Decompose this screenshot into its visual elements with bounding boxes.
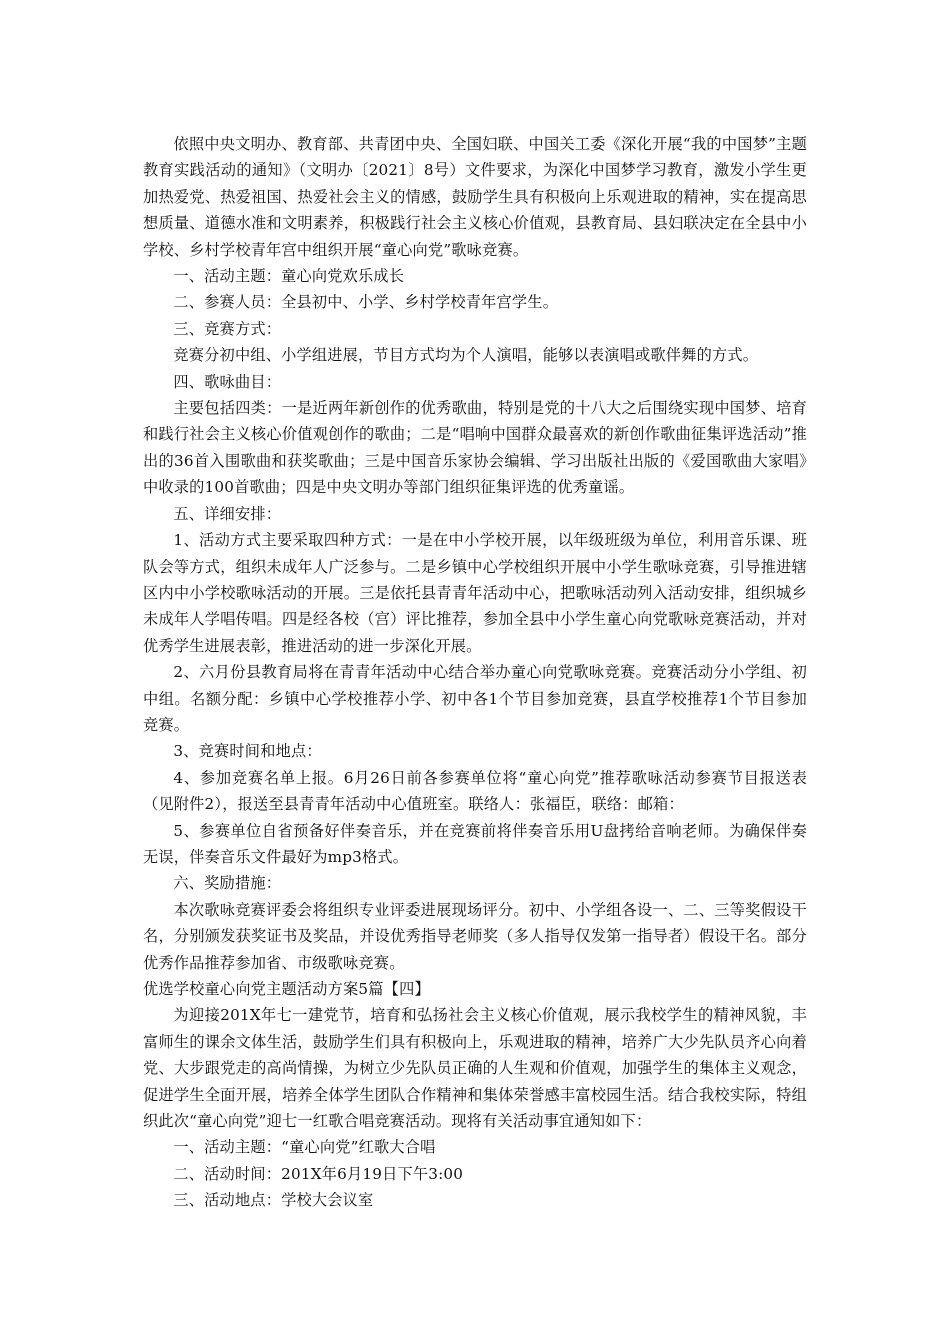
section-title: 优选学校童心向党主题活动方案5篇【四】 xyxy=(143,980,430,998)
arrangement-item-1: 1、活动方式主要采取四种方式：一是在中小学校开展，以年级班级为单位，利用音乐课、班队会等方式，组织未成年人广泛参与。二是乡镇中心学校组织开展中小学生歌咏竞赛，引导推进辖区内中小学校歌咏活动的开展。三是依托县青青年活动中心，把歌咏活动列入活动安排，组织城乡未成年人学唱传唱。四是经各校（宫）评比推荐，参加全县中小学生童心向党歌咏竞赛活动，并对优秀学生进展表彰，推进活动的进一步深化开展。 xyxy=(143,531,807,655)
songs-heading: 四、歌咏曲目： xyxy=(173,372,282,391)
arrangement-item-4: 4、参加竞赛名单上报。6月26日前各参赛单位将“童心向党”推荐歌咏活动参赛节目报送表（见附件2），报送至县青青年活动中心值班室。联络人：张福臣，联络：邮箱： xyxy=(143,768,807,814)
arrangement-item-3: 3、竞赛时间和地点： xyxy=(173,742,322,761)
intro-paragraph-2: 为迎接201X年七一建党节，培育和弘扬社会主义核心价值观，展示我校学生的精神风貌，丰富师生的课余文体生活，鼓励学生们具有积极向上，乐观进取的精神，培养广大少先队员齐心向着党、大步跟党走的高尚情操，为树立少先队员正确的人生观和价值观，加强学生的集体主义观念，促进学生全面开展，培养全体学生团队合作精神和集体荣誉感丰富校园生活。结合我校实际，特组织此次“童心向党”迎七一红歌合唱竞赛活动。现将有关活动事宜通知如下： xyxy=(143,1006,807,1131)
competition-method-heading: 三、竞赛方式： xyxy=(173,319,282,338)
activity-time-2: 二、活动时间：201X年6月19日下午3:00 xyxy=(173,1164,464,1183)
competition-method-body: 竞赛分初中组、小学组进展，节目方式均为个人演唱，能够以表演唱或歌伴舞的方式。 xyxy=(173,346,759,365)
participants: 二、参赛人员：全县初中、小学、乡村学校青年宫学生。 xyxy=(173,293,559,312)
songs-body: 主要包括四类：一是近两年新创作的优秀歌曲，特别是党的十八大之后围绕实现中国梦、培育和践行社会主义核心价值观创作的歌曲；二是“唱响中国群众最喜欢的新创作歌曲征集评选活动”推出的36首入围歌曲和获奖歌曲；三是中国音乐家协会编辑、学习出版社出版的《爱国歌曲大家唱》中收录的100首歌曲；四是中央文明办等部门组织征集评选的优秀童谣。 xyxy=(143,399,807,497)
arrangement-item-5: 5、参赛单位自省预备好伴奏音乐，并在竞赛前将伴奏音乐用U盘拷给音响老师。为确保伴奏无误，伴奏音乐文件最好为mp3格式。 xyxy=(143,821,807,866)
arrangement-heading: 五、详细安排： xyxy=(173,504,282,523)
activity-place-2: 三、活动地点：学校大会议室 xyxy=(173,1191,374,1210)
activity-theme-2: 一、活动主题：“童心向党”红歌大合唱 xyxy=(173,1138,436,1157)
intro-paragraph: 依照中央文明办、教育部、共青团中央、全国妇联、中国关工委《深化开展“我的中国梦”主题教育实践活动的通知》（文明办〔2021〕8号）文件要求，为深化中国梦学习教育，激发小学生更加热爱党、热爱祖国、热爱社会主义的情感，鼓励学生具有积极向上乐观进取的精神，实在提高思想质量、道德水准和文明素养，积极践行社会主义核心价值观，县教育局、县妇联决定在全县中小学校、乡村学校青年宫中组织开展“童心向党”歌咏竞赛。 xyxy=(143,135,807,259)
awards-heading: 六、奖励措施： xyxy=(173,874,282,893)
arrangement-item-2: 2、六月份县教育局将在青青年活动中心结合举办童心向党歌咏竞赛。竞赛活动分小学组、初中组。名额分配：乡镇中心学校推荐小学、初中各1个节目参加竞赛，县直学校推荐1个节目参加竞赛。 xyxy=(143,663,807,734)
awards-body: 本次歌咏竞赛评委会将组织专业评委进展现场评分。初中、小学组各设一、二、三等奖假设干名，分别颁发获奖证书及奖品，并设优秀指导老师奖（多人指导仅发第一指导者）假设干名。部分优秀作品推荐参加省、市级歌咏竞赛。 xyxy=(143,900,807,972)
activity-theme: 一、活动主题：童心向党欢乐成长 xyxy=(173,267,405,286)
